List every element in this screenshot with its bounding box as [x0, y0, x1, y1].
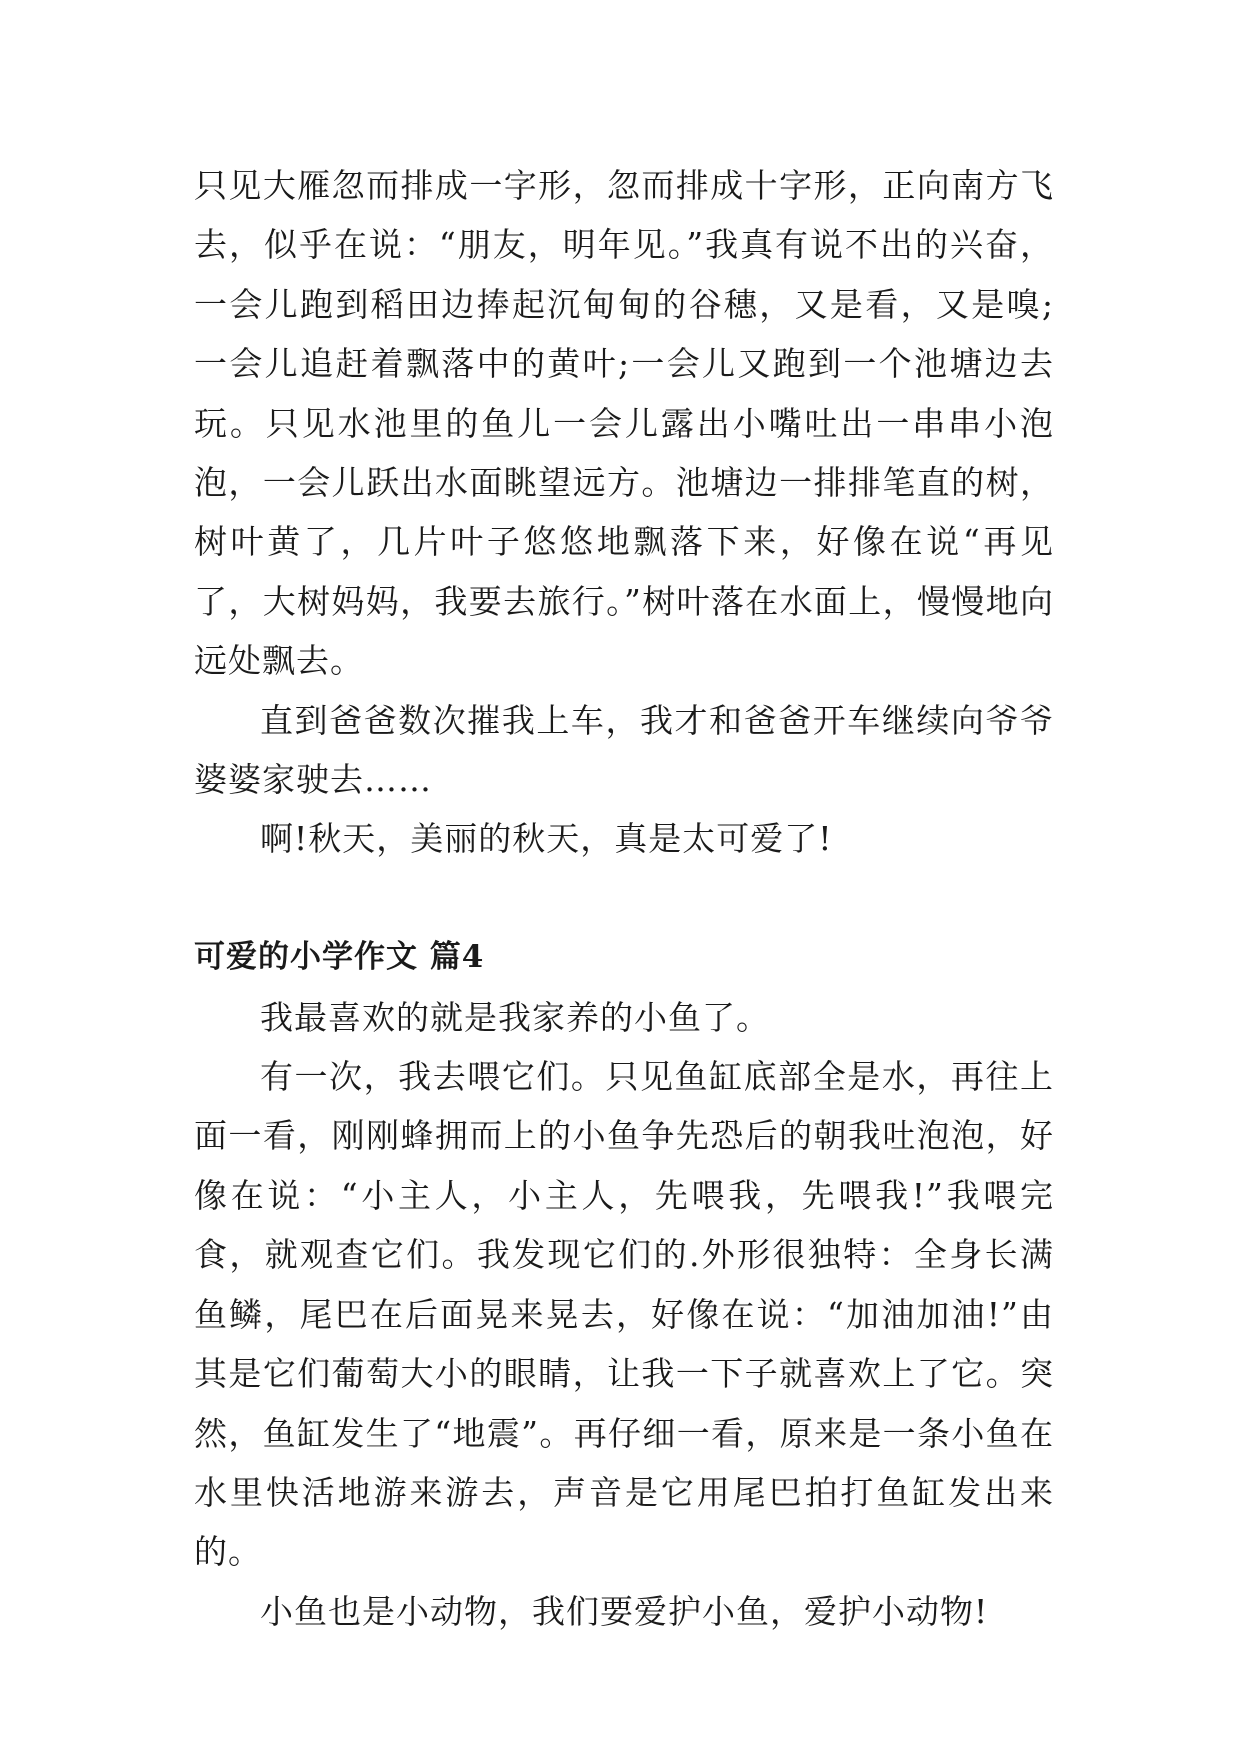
- paragraph-fish-intro: 我最喜欢的就是我家养的小鱼了。: [260, 997, 770, 1037]
- document-body: [194, 156, 1054, 1641]
- section-heading: 可爱的小学作文 篇4: [194, 939, 485, 976]
- paragraph-wild-geese: 只见大雁忽而排成一字形，忽而排成十字形，正向南方飞去，似乎在说：“朋友，明年见。”我真有说不出的兴奋，一会儿跑到稻田边捧起沉甸甸的谷穗，又是看，又是嗅;一会儿追赶着飘落中的黄叶;一会儿又跑到一个池塘边去玩。只见水池里的鱼儿一会儿露出小嘴吐出一串串小泡泡，一会儿跃出水面眺望远方。池塘边一排排笔直的树，树叶黄了，几片叶子悠悠地飘落下来，好像在说“再见了，大树妈妈，我要去旅行。”树叶落在水面上，慢慢地向远处飘去。: [194, 166, 1054, 681]
- paragraph-drive-to-grandparents: 直到爸爸数次摧我上车，我才和爸爸开车继续向爷爷婆婆家驶去……: [194, 700, 1054, 800]
- paragraph-feeding-fish: 有一次，我去喂它们。只见鱼缸底部全是水，再往上面一看，刚刚蜂拥而上的小鱼争先恐后的朝我吐泡泡，好像在说：“小主人，小主人，先喂我，先喂我!”我喂完食，就观查它们。我发现它们的.外形很独特：全身长满鱼鳞，尾巴在后面晃来晃去，好像在说：“加油加油!”由其是它们葡萄大小的眼睛，让我一下子就喜欢上了它。突然，鱼缸发生了“地震”。再仔细一看，原来是一条小鱼在水里快活地游来游去，声音是它用尾巴拍打鱼缸发出来的。: [194, 1057, 1054, 1572]
- paragraph-protect-animals: 小鱼也是小动物，我们要爱护小鱼，爱护小动物!: [260, 1591, 989, 1631]
- paragraph-autumn-exclamation: 啊!秋天，美丽的秋天，真是太可爱了!: [260, 819, 833, 859]
